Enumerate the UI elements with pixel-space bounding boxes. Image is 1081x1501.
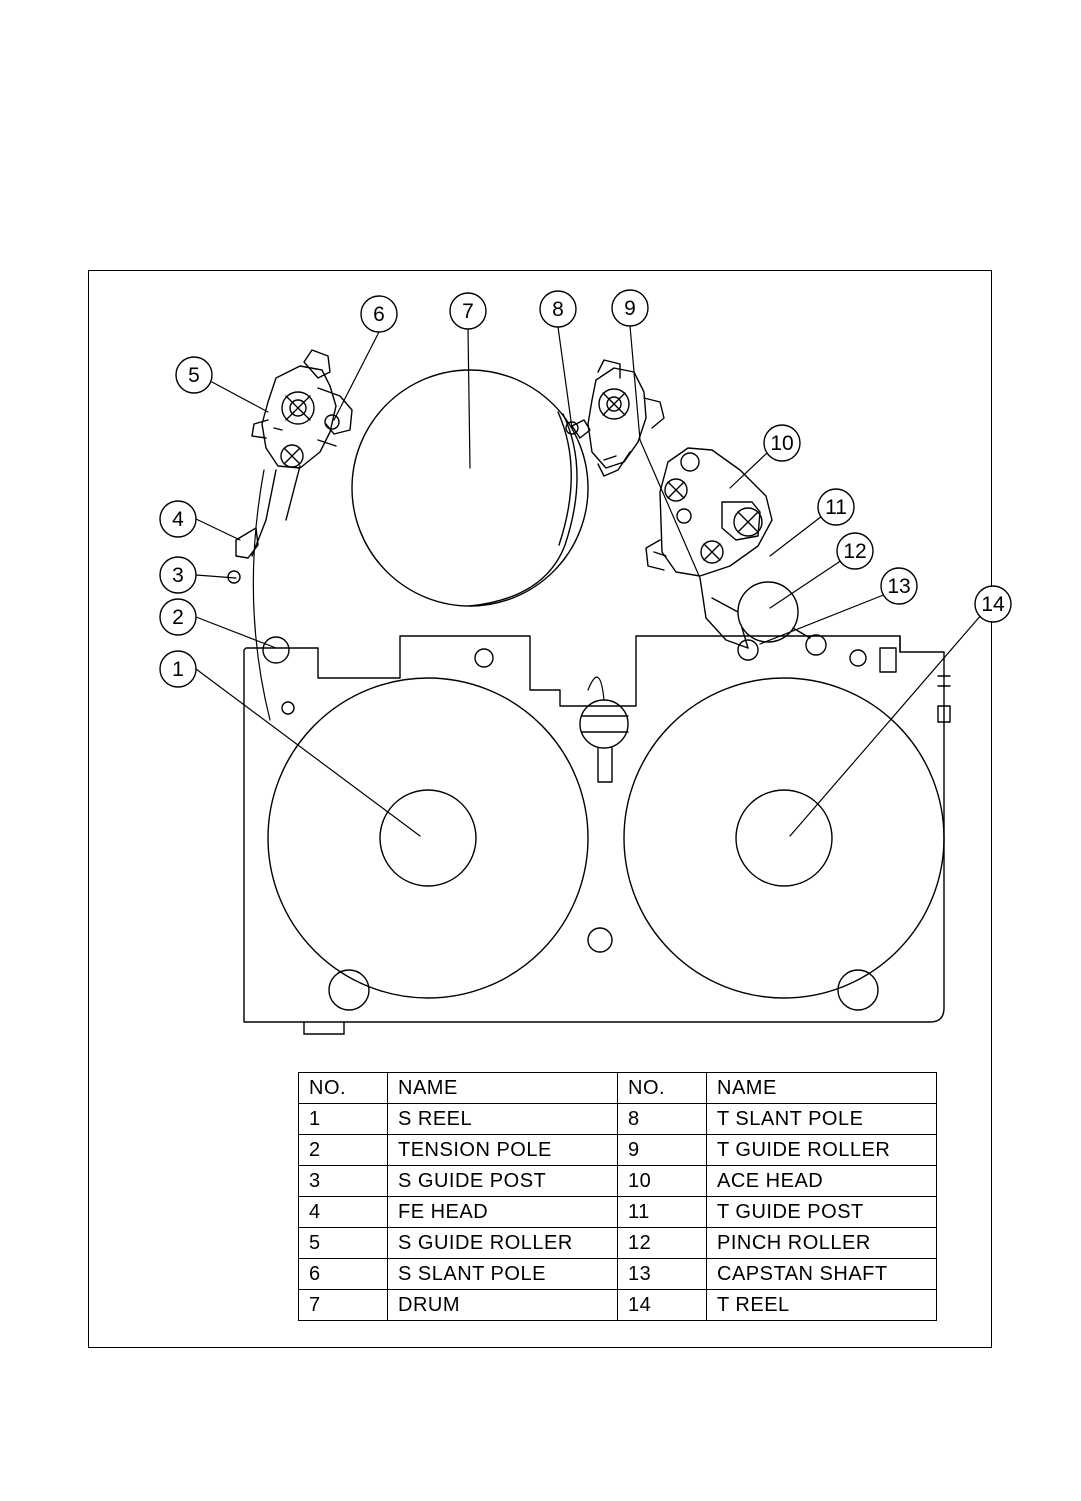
drum xyxy=(352,370,588,606)
legend-row xyxy=(299,1197,937,1228)
callout-8 xyxy=(540,291,576,327)
callout-label: 8 xyxy=(552,298,564,321)
legend-cell-no: 13 xyxy=(618,1259,707,1290)
legend-cell-name: CAPSTAN SHAFT xyxy=(707,1259,937,1290)
callout-14 xyxy=(975,586,1011,622)
legend-cell-name: T GUIDE ROLLER xyxy=(707,1135,937,1166)
legend-cell-name: FE HEAD xyxy=(388,1197,618,1228)
callout-label: 7 xyxy=(462,300,474,323)
parts-legend xyxy=(298,1072,937,1321)
legend-row xyxy=(299,1259,937,1290)
legend-cell-name: S REEL xyxy=(388,1104,618,1135)
legend-cell-no: 6 xyxy=(299,1259,388,1290)
legend-cell-no: 7 xyxy=(299,1290,388,1321)
callout-2 xyxy=(160,599,196,635)
legend-cell-no: 4 xyxy=(299,1197,388,1228)
legend-cell-name: DRUM xyxy=(388,1290,618,1321)
legend-header-no-left: NO. xyxy=(299,1073,388,1104)
callout-label: 6 xyxy=(373,303,385,326)
legend-header-name-right: NAME xyxy=(707,1073,937,1104)
callout-3 xyxy=(160,557,196,593)
legend-cell-no: 8 xyxy=(618,1104,707,1135)
callout-label: 1 xyxy=(172,658,184,681)
callout-leaders xyxy=(196,326,982,836)
callout-label: 12 xyxy=(843,540,867,563)
legend-cell-name: TENSION POLE xyxy=(388,1135,618,1166)
pinch-roller-capstan xyxy=(700,578,826,660)
s-guide-roller-assembly xyxy=(252,350,352,468)
callout-label: 10 xyxy=(770,432,794,455)
legend-cell-name: T GUIDE POST xyxy=(707,1197,937,1228)
callout-label: 14 xyxy=(981,593,1005,616)
t-reel xyxy=(624,678,944,998)
callout-12 xyxy=(837,533,873,569)
callout-10 xyxy=(764,425,800,461)
callout-11 xyxy=(818,489,854,525)
callout-4 xyxy=(160,501,196,537)
legend-header-no-right: NO. xyxy=(618,1073,707,1104)
callout-label: 9 xyxy=(624,297,636,320)
legend-row xyxy=(299,1228,937,1259)
legend-cell-no: 3 xyxy=(299,1166,388,1197)
callout-label: 13 xyxy=(887,575,911,598)
legend-cell-no: 12 xyxy=(618,1228,707,1259)
legend-row xyxy=(299,1166,937,1197)
legend-cell-name: T SLANT POLE xyxy=(707,1104,937,1135)
callout-5 xyxy=(176,357,212,393)
legend-cell-no: 10 xyxy=(618,1166,707,1197)
callout-label: 3 xyxy=(172,564,184,587)
legend-cell-no: 2 xyxy=(299,1135,388,1166)
callout-7 xyxy=(450,293,486,329)
legend-cell-name: S SLANT POLE xyxy=(388,1259,618,1290)
legend-cell-name: ACE HEAD xyxy=(707,1166,937,1197)
ace-head-assembly xyxy=(646,448,772,576)
legend-header-name-left: NAME xyxy=(388,1073,618,1104)
legend-cell-no: 5 xyxy=(299,1228,388,1259)
callout-13 xyxy=(881,568,917,604)
legend-row xyxy=(299,1290,937,1321)
callout-bubbles xyxy=(160,290,1011,687)
chassis-outline xyxy=(244,636,950,1034)
tension-pole-assembly xyxy=(228,466,300,583)
legend-header-row xyxy=(299,1073,937,1104)
legend-row xyxy=(299,1104,937,1135)
s-reel xyxy=(268,678,588,998)
callout-label: 4 xyxy=(172,508,184,531)
legend-cell-no: 11 xyxy=(618,1197,707,1228)
legend-cell-no: 9 xyxy=(618,1135,707,1166)
legend-cell-name: S GUIDE ROLLER xyxy=(388,1228,618,1259)
legend-cell-name: T REEL xyxy=(707,1290,937,1321)
chassis-holes xyxy=(263,637,878,1010)
callout-label: 2 xyxy=(172,606,184,629)
legend-cell-name: S GUIDE POST xyxy=(388,1166,618,1197)
callout-label: 11 xyxy=(825,496,847,519)
t-guide-post xyxy=(580,700,628,782)
callout-6 xyxy=(361,296,397,332)
legend-row xyxy=(299,1135,937,1166)
legend-cell-no: 14 xyxy=(618,1290,707,1321)
t-guide-roller-assembly xyxy=(566,360,664,476)
tape-path xyxy=(253,470,604,720)
legend-cell-no: 1 xyxy=(299,1104,388,1135)
legend-cell-name: PINCH ROLLER xyxy=(707,1228,937,1259)
callout-9 xyxy=(612,290,648,326)
callout-1 xyxy=(160,651,196,687)
callout-label: 5 xyxy=(188,364,200,387)
